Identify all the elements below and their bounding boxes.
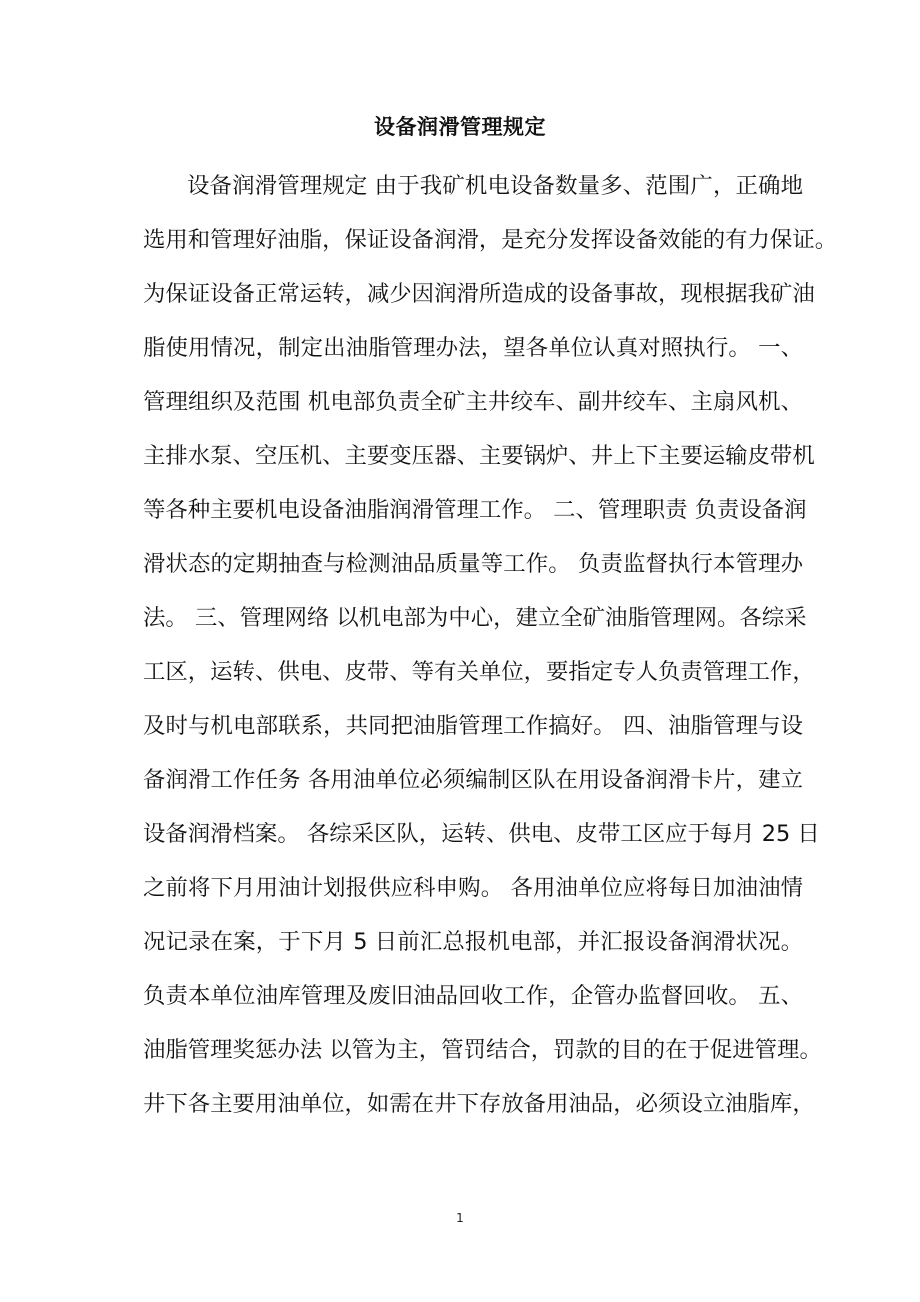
body-line: 等各种主要机电设备油脂润滑管理工作。 二、管理职责 负责设备润 [143,497,807,523]
body-line: 工区，运转、供电、皮带、等有关单位，要指定专人负责管理工作， [143,659,815,685]
body-line: 脂使用情况，制定出油脂管理办法，望各单位认真对照执行。 一、 [143,335,803,361]
body-line: 备润滑工作任务 各用油单位必须编制区队在用设备润滑卡片，建立 [143,767,803,793]
body-line: 滑状态的定期抽查与检测油品质量等工作。 负责监督执行本管理办 [143,551,803,577]
body-line: 法。 三、管理网络 以机电部为中心，建立全矿油脂管理网。各综采 [143,605,807,631]
body-line: 主排水泵、空压机、主要变压器、主要锅炉、井上下主要运输皮带机 [143,443,815,469]
document-body [143,166,838,1138]
body-line: 为保证设备正常运转，减少因润滑所造成的设备事故，现根据我矿油 [143,281,815,307]
body-line: 况记录在案，于下月 5 日前汇总报机电部，并汇报设备润滑状况。 [143,929,803,955]
body-line: 设备润滑档案。 各综采区队，运转、供电、皮带工区应于每月 25 日 [143,821,820,847]
body-line: 选用和管理好油脂，保证设备润滑，是充分发挥设备效能的有力保证。 [143,227,838,253]
body-line: 油脂管理奖惩办法 以管为主，管罚结合，罚款的目的在于促进管理。 [143,1037,822,1063]
page-number: 1 [456,1211,464,1225]
body-line: 之前将下月用油计划报供应科申购。 各用油单位应将每日加油油情 [143,875,803,901]
body-line: 井下各主要用油单位，如需在井下存放备用油品，必须设立油脂库， [143,1091,815,1117]
body-line: 及时与机电部联系，共同把油脂管理工作搞好。 四、油脂管理与设 [143,713,803,739]
document-title: 设备润滑管理规定 [374,115,546,139]
body-line: 设备润滑管理规定 由于我矿机电设备数量多、范围广，正确地 [187,173,803,199]
body-line: 管理组织及范围 机电部负责全矿主井绞车、副井绞车、主扇风机、 [143,389,803,415]
body-line: 负责本单位油库管理及废旧油品回收工作，企管办监督回收。 五、 [143,983,803,1009]
